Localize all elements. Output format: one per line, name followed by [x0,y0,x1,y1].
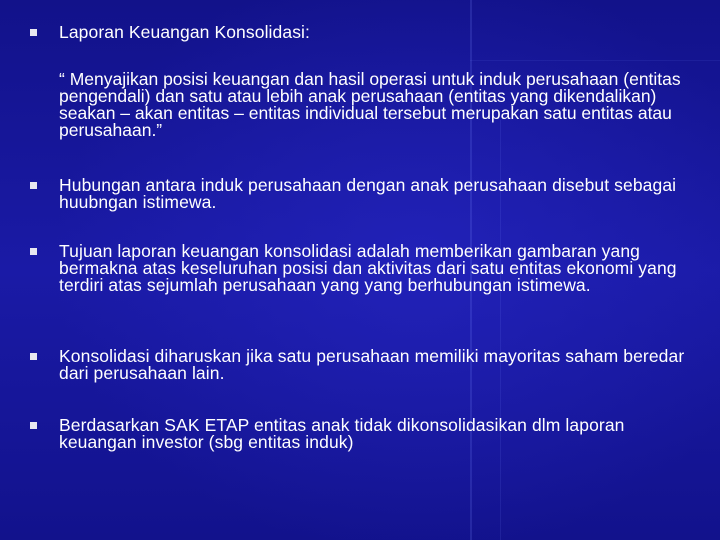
bullet-text: Berdasarkan SAK ETAP entitas anak tidak dikonsolidasikan dlm laporan keuangan investor (sbg entitas induk) [59,415,625,452]
bullet-text: Tujuan laporan keuangan konsolidasi adalah memberikan gambaran yang bermakna atas keseluruhan posisi dan aktivitas dari satu entitas ekonomi yang terdiri atas sejumlah perusahaan yang yang berhubungan istimewa. [59,241,677,295]
definition-quote: “ Menyajikan posisi keuangan dan hasil operasi untuk induk perusahaan (entitas pengendali) dan satu atau lebih anak perusahaan (entitas yang dikendalikan) seakan – akan entitas – entitas individual tersebut merupakan satu entitas atau perusahaan.” [59,69,681,140]
square-bullet-icon [30,182,37,189]
bullet-text: Laporan Keuangan Konsolidasi: [59,22,311,42]
square-bullet-icon [30,353,37,360]
square-bullet-icon [30,29,37,36]
bullet-text: Hubungan antara induk perusahaan dengan anak perusahaan disebut sebagai huubngan istimewa. [59,175,677,212]
decorative-line [470,60,720,61]
bullet-text: Konsolidasi diharuskan jika satu perusahaan memiliki mayoritas saham beredar dari perusahaan lain. [59,346,685,383]
square-bullet-icon [30,248,37,255]
square-bullet-icon [30,422,37,429]
